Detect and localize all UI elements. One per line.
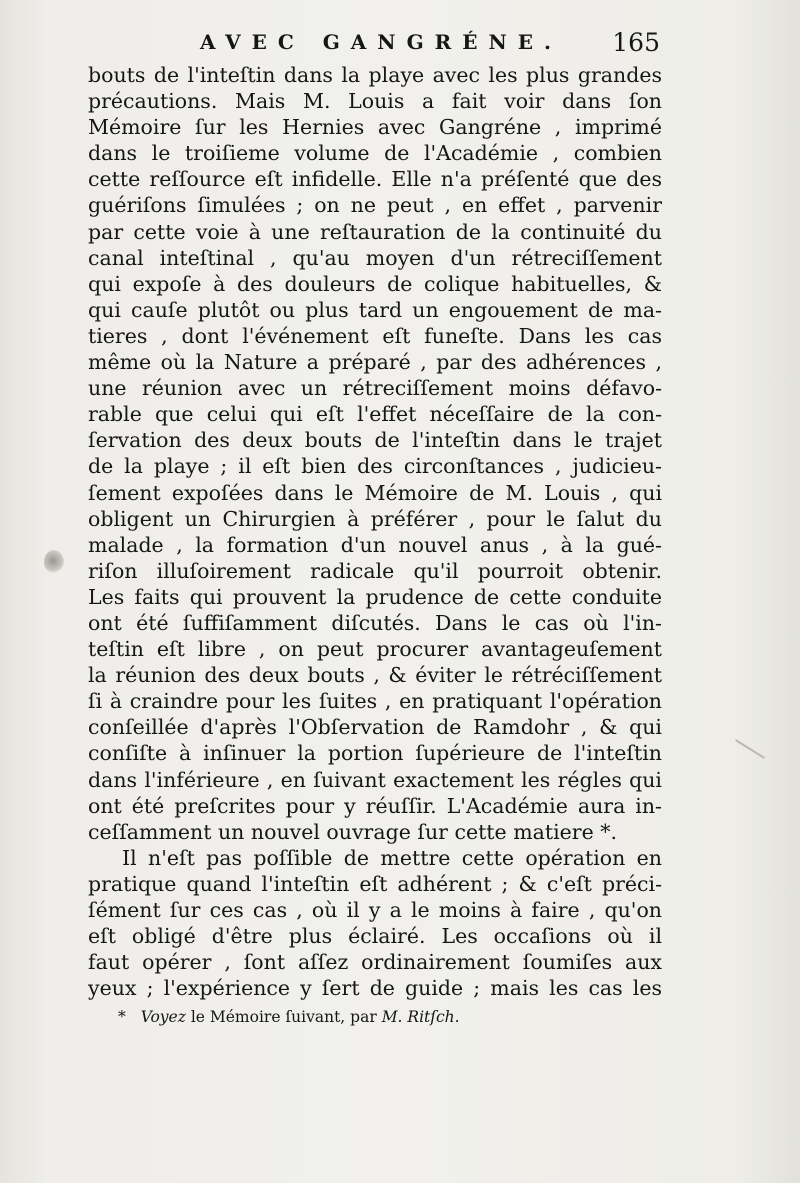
text-line: obligent un Chirurgien à préférer , pour le ſalut du — [88, 506, 662, 531]
text-line: qui expoſe à des douleurs de colique habituelles, & — [88, 271, 662, 296]
text-line: ſément ſur ces cas , où il y a le moins à faire , qu'on — [88, 898, 662, 922]
text-line: de la playe ; il eſt bien des circonſtances , judicieu- — [88, 454, 662, 479]
page-header — [200, 28, 660, 58]
text-line: cette reſſource eſt infidelle. Elle n'a préſenté que des — [88, 167, 662, 192]
footnote — [118, 1008, 658, 1026]
text-line: eſt obligé d'être plus éclairé. Les occaſions où il — [88, 924, 662, 949]
footnote-mark: * — [118, 1008, 126, 1026]
text-line: rable que celui qui eſt l'effet néceſſaire de la con- — [88, 402, 662, 427]
text-line: ſervation des deux bouts de l'inteſtin dans le trajet — [88, 428, 662, 453]
text-line: précautions. Mais M. Louis a fait voir dans ſon — [88, 89, 662, 114]
text-line: qui cauſe plutôt ou plus tard un engouement de ma- — [88, 297, 662, 322]
text-line: même où la Nature a préparé , par des adhérences , — [88, 350, 662, 375]
text-line: ſement expoſées dans le Mémoire de M. Louis , qui — [88, 480, 662, 505]
margin-stroke — [735, 739, 765, 759]
text-line: ont été preſcrites pour y réuſſir. L'Académie aura in- — [88, 793, 662, 818]
page-number: 165 — [612, 28, 660, 57]
text-line: yeux ; l'expérience y ſert de guide ; mais les cas les — [88, 976, 662, 1001]
text-line: conſiſte à inſinuer la portion ſupérieure de l'inteſtin — [88, 741, 662, 766]
text-line: faut opérer , ſont aſſez ordinairement ſoumiſes aux — [88, 950, 662, 975]
text-line: une réunion avec un rétreciſſement moins défavo- — [88, 376, 662, 401]
text-line: guériſons ſimulées ; on ne peut , en effet , parvenir — [88, 193, 662, 218]
text-line: tieres , dont l'événement eſt funeſte. Dans les cas — [88, 323, 662, 348]
text-line: la réunion des deux bouts , & éviter le rétréciſſement — [88, 663, 662, 688]
text-line: par cette voie à une reſtauration de la continuité du — [88, 219, 662, 244]
text-line: pratique quand l'inteſtin eſt adhérent ; & c'eſt préci- — [88, 871, 662, 896]
text-line: Mémoire ſur les Hernies avec Gangréne , imprimé — [88, 115, 662, 140]
footnote-author: M. Ritſch. — [381, 1008, 460, 1026]
text-line: Les faits qui prouvent la prudence de cette conduite — [88, 584, 662, 609]
text-line: canal inteſtinal , qu'au moyen d'un rétreciſſement — [88, 245, 662, 270]
running-head: AVEC GANGRÉNE. — [200, 30, 563, 54]
text-line: dans l'inférieure , en ſuivant exactement les régles qui — [88, 767, 662, 792]
footnote-text: le Mémoire ſuivant, par — [190, 1008, 377, 1026]
text-line: ſi à craindre pour les ſuites , en pratiquant l'opération — [88, 689, 662, 714]
text-line: bouts de l'inteſtin dans la playe avec les plus grandes — [88, 63, 662, 87]
text-line: ont été ſuffiſamment diſcutés. Dans le cas où l'in- — [88, 610, 662, 635]
text-line: riſon illuſoirement radicale qu'il pourroit obtenir. — [88, 558, 662, 583]
margin-blot — [44, 550, 64, 574]
footnote-ref-word: Voyez — [140, 1008, 186, 1026]
text-line: malade , la formation d'un nouvel anus , à la gué- — [88, 532, 662, 557]
text-line: conſeillée d'après l'Obſervation de Ramdohr , & qui — [88, 715, 662, 740]
paragraph-start-line: Il n'eſt pas poſſible de mettre cette opération en — [122, 845, 662, 870]
text-line: teſtin eſt libre , on peut procurer avantageuſement — [88, 637, 662, 662]
text-line: dans le troiſieme volume de l'Académie , combien — [88, 141, 662, 166]
text-line: ceſſamment un nouvel ouvrage ſur cette matiere *. — [88, 819, 617, 844]
body-text — [88, 62, 662, 1001]
